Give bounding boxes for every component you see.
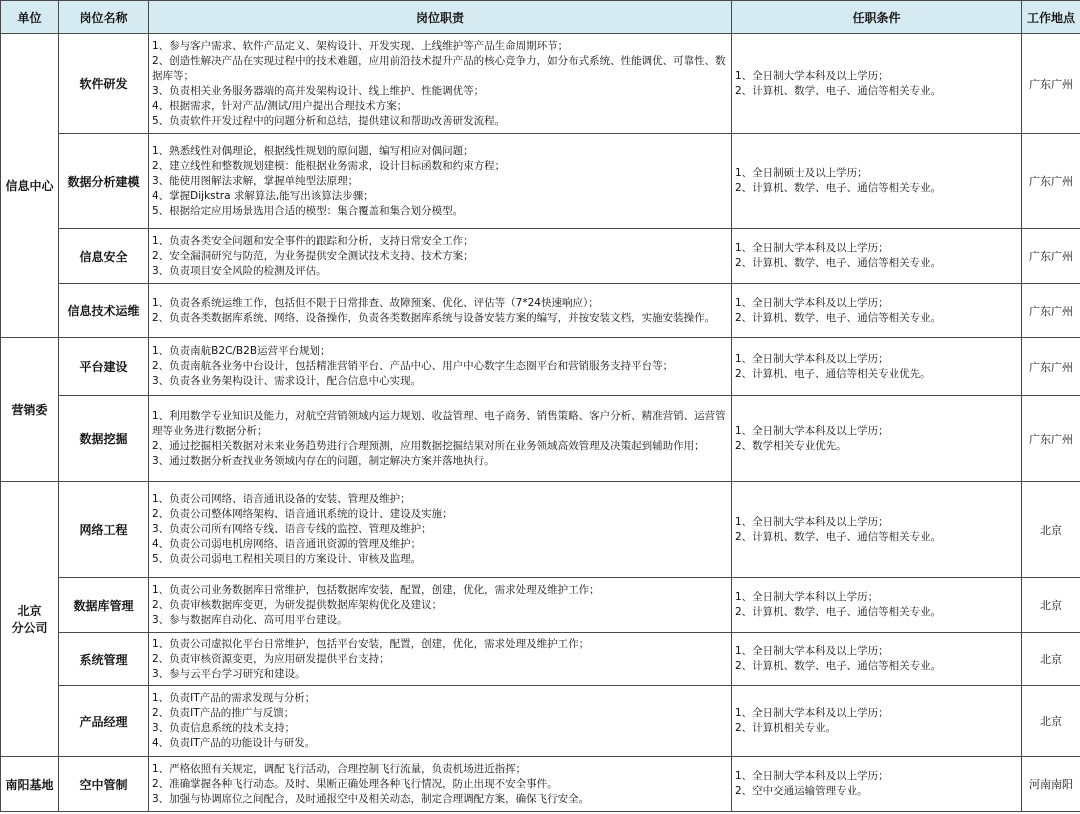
duties-cell: [149, 284, 732, 338]
duty-line: 4、掌握Dijkstra 求解算法,能写出该算法步骤；: [152, 189, 374, 202]
duty-line: 2、负责公司整体网络架构、语音通讯系统的设计、建设及实施；: [152, 508, 453, 520]
requirements-cell: [732, 134, 1022, 229]
duty-line: 2、建立线性和整数规划建模：能根据业务需求，设计目标函数和约束方程；: [152, 159, 506, 172]
unit-name: 北京: [17, 604, 42, 618]
duty-line: 1、利用数学专业知识及能力，对航空营销领域内运力规划、收益管理、电子商务、销售策略、客户分析、精准营销、运营管理等业务进行数据分析；: [152, 409, 726, 437]
location-cell: 北京: [1022, 686, 1080, 757]
location-cell: 广东广州: [1022, 34, 1080, 134]
requirement-line: 1、全日制大学本科及以上学历；: [735, 69, 889, 82]
requirements-cell: [732, 34, 1022, 134]
duty-line: 4、负责IT产品的功能设计与研发。: [152, 737, 316, 749]
table-body: [1, 34, 1080, 812]
duties-cell: [149, 34, 732, 134]
table-row: [1, 284, 1080, 338]
requirement-line: 1、全日制大学本科及以上学历；: [735, 352, 889, 365]
position-cell: 数据分析建模: [59, 134, 149, 229]
requirement-line: 1、全日制大学本科及以上学历；: [735, 515, 889, 528]
duty-line: 3、参与云平台学习研究和建设。: [152, 667, 306, 680]
duty-line: 2、安全漏洞研究与防范，为业务提供安全测试技术支持、技术方案；: [152, 249, 474, 262]
duty-line: 1、负责公司虚拟化平台日常维护，包括平台安装，配置，创建，优化，需求处理及维护工作；: [152, 637, 590, 650]
duties-cell: [149, 396, 732, 482]
position-cell: 数据挖掘: [59, 396, 149, 482]
duty-line: 3、负责相关业务服务器端的高并发架构设计、线上维护、性能调优等；: [152, 84, 485, 97]
requirements-cell: [732, 578, 1022, 633]
table-row: [1, 134, 1080, 229]
duty-line: 1、负责公司业务数据库日常维护，包括数据库安装，配置，创建，优化，需求处理及维护工作；: [152, 583, 600, 596]
requirement-line: 1、全日制大学本科以上学历；: [735, 591, 879, 603]
duty-line: 1、严格依照有关规定，调配飞行活动，合理控制飞行流量，负责机场进近指挥；: [152, 762, 527, 775]
requirement-line: 2、数学相关专业优先。: [735, 439, 847, 452]
header-duties: 岗位职责: [149, 1, 732, 34]
unit-name: 营销委: [11, 403, 48, 417]
duty-line: 1、负责公司网络、语音通讯设备的安装、管理及维护；: [152, 493, 411, 505]
position-cell: 空中管制: [59, 757, 149, 812]
requirement-line: 1、全日制硕士及以上学历；: [735, 167, 868, 179]
duty-line: 4、负责公司弱电机房网络、语音通讯资源的管理及维护；: [152, 538, 422, 550]
requirements-cell: [732, 757, 1022, 812]
duty-line: 5、根据给定应用场景选用合适的模型：集合覆盖和集合划分模型。: [152, 204, 464, 217]
requirement-line: 1、全日制大学本科及以上学历；: [735, 424, 889, 437]
position-cell: 数据库管理: [59, 578, 149, 633]
duty-line: 2、负责各类数据库系统、网络、设备操作，负责各类数据库系统与设备安装方案的编写，并按安装文档，实施安装操作。: [152, 311, 716, 324]
location-cell: 河南南阳: [1022, 757, 1080, 812]
duty-line: 3、加强与协调席位之间配合，及时通报空中及相关动态，制定合理调配方案，确保飞行安全。: [152, 792, 590, 805]
location-cell: 北京: [1022, 482, 1080, 578]
requirement-line: 2、计算机、数学、电子、通信等相关专业。: [735, 606, 942, 618]
table-row: [1, 686, 1080, 757]
position-cell: 平台建设: [59, 338, 149, 396]
table-row: [1, 34, 1080, 134]
location-cell: 广东广州: [1022, 284, 1080, 338]
duty-line: 1、熟悉线性对偶理论，根据线性规划的原问题，编写相应对偶问题；: [152, 144, 474, 157]
unit-name: 信息中心: [5, 179, 54, 193]
table-header: [1, 1, 1080, 34]
duties-cell: [149, 757, 732, 812]
duties-cell: [149, 482, 732, 578]
duty-line: 1、负责各类安全问题和安全事件的跟踪和分析，支持日常安全工作；: [152, 234, 474, 247]
header-location: 工作地点: [1022, 1, 1080, 34]
location-cell: 北京: [1022, 633, 1080, 686]
position-cell: 网络工程: [59, 482, 149, 578]
requirement-line: 2、计算机、数学、电子、通信等相关专业。: [735, 257, 942, 269]
duty-line: 3、能使用图解法求解，掌握单纯型法原理；: [152, 174, 359, 187]
requirements-cell: [732, 338, 1022, 396]
duty-line: 3、负责各业务架构设计、需求设计，配合信息中心实现。: [152, 375, 422, 387]
requirements-cell: [732, 482, 1022, 578]
table-row: [1, 482, 1080, 578]
table-row: [1, 338, 1080, 396]
unit-cell: [1, 338, 59, 482]
table-row: [1, 578, 1080, 633]
duty-line: 2、负责IT产品的推广与反馈；: [152, 707, 295, 719]
location-cell: 广东广州: [1022, 229, 1080, 284]
position-cell: 信息技术运维: [59, 284, 149, 338]
duties-cell: [149, 229, 732, 284]
duties-cell: [149, 686, 732, 757]
requirements-cell: [732, 229, 1022, 284]
duty-line: 2、创造性解决产品在实现过程中的技术难题，应用前沿技术提升产品的核心竞争力，如分布式系统、性能调优、可靠性、数据库等；: [152, 54, 726, 82]
requirement-line: 1、全日制大学本科及以上学历；: [735, 296, 889, 309]
table-row: [1, 633, 1080, 686]
requirement-line: 1、全日制大学本科及以上学历；: [735, 645, 889, 657]
unit-cell: [1, 757, 59, 812]
requirement-line: 2、计算机、数学、电子、通信等相关专业。: [735, 530, 942, 543]
duty-line: 2、负责审核数据库变更，为研发提供数据库架构优化及建议；: [152, 598, 443, 611]
requirement-line: 1、全日制大学本科及以上学历；: [735, 707, 889, 719]
duty-line: 3、负责公司所有网络专线、语音专线的监控、管理及维护；: [152, 523, 432, 535]
duty-line: 4、根据需求，针对产品/测试/用户提出合理技术方案；: [152, 99, 408, 112]
duties-cell: [149, 578, 732, 633]
location-cell: 北京: [1022, 578, 1080, 633]
header-row: [1, 1, 1080, 34]
location-cell: 广东广州: [1022, 338, 1080, 396]
duty-line: 2、通过挖掘相关数据对未来业务趋势进行合理预测，应用数据挖掘结果对所在业务领域高效管理及决策起到辅助作用；: [152, 439, 705, 452]
table-row: [1, 396, 1080, 482]
requirement-line: 2、计算机、电子、通信等相关专业优先。: [735, 367, 931, 380]
requirements-cell: [732, 396, 1022, 482]
duty-line: 1、负责各系统运维工作，包括但不限于日常排查、故障预案、优化、评估等（7*24快速响应）；: [152, 296, 599, 309]
duty-line: 5、负责软件开发过程中的问题分析和总结，提供建议和帮助改善研发流程。: [152, 114, 506, 127]
duty-line: 3、参与数据库自动化、高可用平台建设。: [152, 613, 348, 626]
requirement-line: 1、全日制大学本科及以上学历；: [735, 770, 889, 782]
location-cell: 广东广州: [1022, 134, 1080, 229]
duties-cell: [149, 633, 732, 686]
duty-line: 2、准确掌握各种飞行动态。及时、果断正确处理各种飞行情况，防止出现不安全事件。: [152, 777, 558, 790]
duty-line: 3、通过数据分析查找业务领域内存在的问题，制定解决方案并落地执行。: [152, 454, 495, 467]
unit-cell: [1, 34, 59, 338]
duty-line: 2、负责审核资源变更，为应用研发提供平台支持；: [152, 652, 390, 665]
requirements-cell: [732, 633, 1022, 686]
position-cell: 信息安全: [59, 229, 149, 284]
unit-name: 分公司: [11, 621, 48, 635]
requirement-line: 1、全日制大学本科及以上学历；: [735, 242, 889, 254]
requirements-cell: [732, 686, 1022, 757]
location-cell: 广东广州: [1022, 396, 1080, 482]
position-cell: 软件研发: [59, 34, 149, 134]
position-cell: 产品经理: [59, 686, 149, 757]
unit-cell: [1, 482, 59, 757]
duty-line: 2、负责南航各业务中台设计，包括精准营销平台、产品中心、用户中心数字生态圈平台和营销服务支持平台等；: [152, 360, 674, 372]
duty-line: 1、负责IT产品的需求发现与分析；: [152, 692, 316, 704]
header-requirements: 任职条件: [732, 1, 1022, 34]
requirement-line: 2、空中交通运输管理专业。: [735, 785, 868, 797]
requirement-line: 2、计算机、数学、电子、通信等相关专业。: [735, 182, 942, 194]
requirement-line: 2、计算机、数学、电子、通信等相关专业。: [735, 311, 942, 324]
requirement-line: 2、计算机相关专业。: [735, 722, 837, 734]
table-row: [1, 757, 1080, 812]
duty-line: 1、参与客户需求、软件产品定义、架构设计、开发实现、上线维护等产品生命周期环节；: [152, 39, 569, 52]
duty-line: 1、负责南航B2C/B2B运营平台规划；: [152, 345, 331, 357]
duty-line: 3、负责信息系统的技术支持；: [152, 722, 296, 734]
unit-name: 南阳基地: [5, 777, 54, 792]
table-row: [1, 229, 1080, 284]
duty-line: 3、负责项目安全风险的检测及评估。: [152, 264, 327, 277]
duties-cell: [149, 134, 732, 229]
header-unit: 单位: [1, 1, 59, 34]
requirements-cell: [732, 284, 1022, 338]
requirement-line: 2、计算机、数学、电子、通信等相关专业。: [735, 84, 942, 97]
duty-line: 5、负责公司弱电工程相关项目的方案设计、审核及监理。: [152, 553, 422, 565]
position-cell: 系统管理: [59, 633, 149, 686]
header-position: 岗位名称: [59, 1, 149, 34]
duties-cell: [149, 338, 732, 396]
requirement-line: 2、计算机、数学、电子、通信等相关专业。: [735, 660, 942, 672]
